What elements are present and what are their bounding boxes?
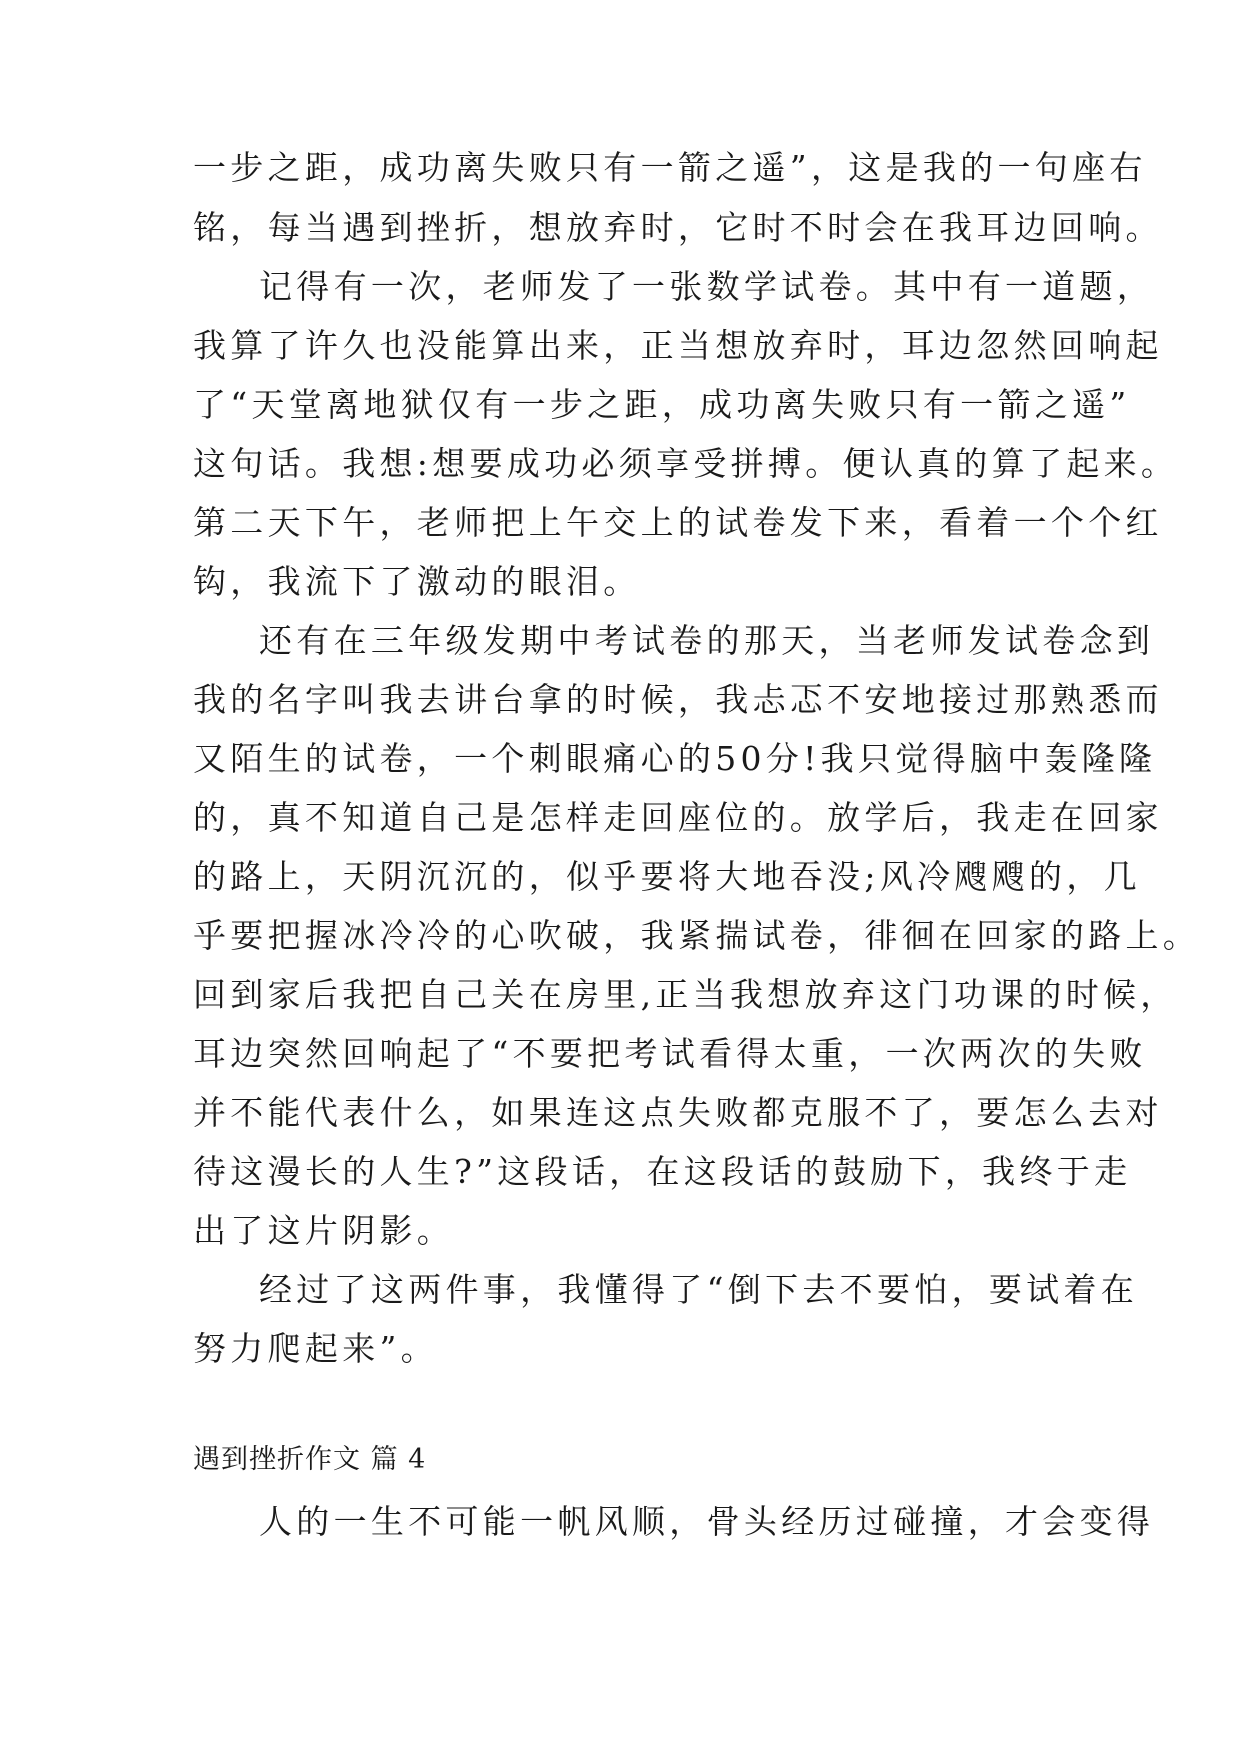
paragraph-line: 记得有一次，老师发了一张数学试卷。其中有一道题， [259, 267, 1155, 306]
paragraph-line: 铭，每当遇到挫折，想放弃时，它时不时会在我耳边回响。 [193, 208, 1163, 247]
section-heading: 遇到挫折作文 篇 4 [193, 1444, 427, 1475]
paragraph-line: 的路上，天阴沉沉的，似乎要将大地吞没;风冷飕飕的，几 [193, 857, 1141, 896]
paragraph-line: 还有在三年级发期中考试卷的那天，当老师发试卷念到 [259, 621, 1155, 660]
paragraph-line: 了“天堂离地狱仅有一步之距，成功离失败只有一箭之遥” [193, 385, 1131, 424]
paragraph-line: 的，真不知道自己是怎样走回座位的。放学后，我走在回家 [193, 798, 1163, 837]
paragraph-line: 回到家后我把自己关在房里,正当我想放弃这门功课的时候， [193, 975, 1178, 1014]
paragraph-line: 这句话。我想:想要成功必须享受拼搏。便认真的算了起来。 [193, 444, 1179, 483]
paragraph-line: 我的名字叫我去讲台拿的时候，我忐忑不安地接过那熟悉而 [193, 680, 1163, 719]
paragraph-line: 一步之距，成功离失败只有一箭之遥”，这是我的一句座右 [193, 148, 1147, 187]
paragraph-line: 钩，我流下了激动的眼泪。 [193, 562, 641, 601]
paragraph-line: 第二天下午，老师把上午交上的试卷发下来，看着一个个红 [193, 503, 1163, 542]
paragraph-line: 待这漫长的人生?”这段话，在这段话的鼓励下，我终于走 [193, 1152, 1132, 1191]
paragraph-line: 我算了许久也没能算出来，正当想放弃时，耳边忽然回响起 [193, 326, 1163, 365]
paragraph-line: 人的一生不可能一帆风顺，骨头经历过碰撞，才会变得 [259, 1502, 1155, 1541]
paragraph-line: 并不能代表什么，如果连这点失败都克服不了，要怎么去对 [193, 1093, 1163, 1132]
paragraph-line: 努力爬起来”。 [193, 1329, 438, 1368]
paragraph-line: 乎要把握冰冷冷的心吹破，我紧揣试卷，徘徊在回家的路上。 [193, 916, 1201, 955]
paragraph-line: 耳边突然回响起了“不要把考试看得太重，一次两次的失败 [193, 1034, 1147, 1073]
paragraph-line: 出了这片阴影。 [193, 1211, 455, 1250]
paragraph-line: 经过了这两件事，我懂得了“倒下去不要怕，要试着在 [259, 1270, 1139, 1309]
paragraph-line: 又陌生的试卷，一个刺眼痛心的50分!我只觉得脑中轰隆隆 [193, 739, 1157, 778]
